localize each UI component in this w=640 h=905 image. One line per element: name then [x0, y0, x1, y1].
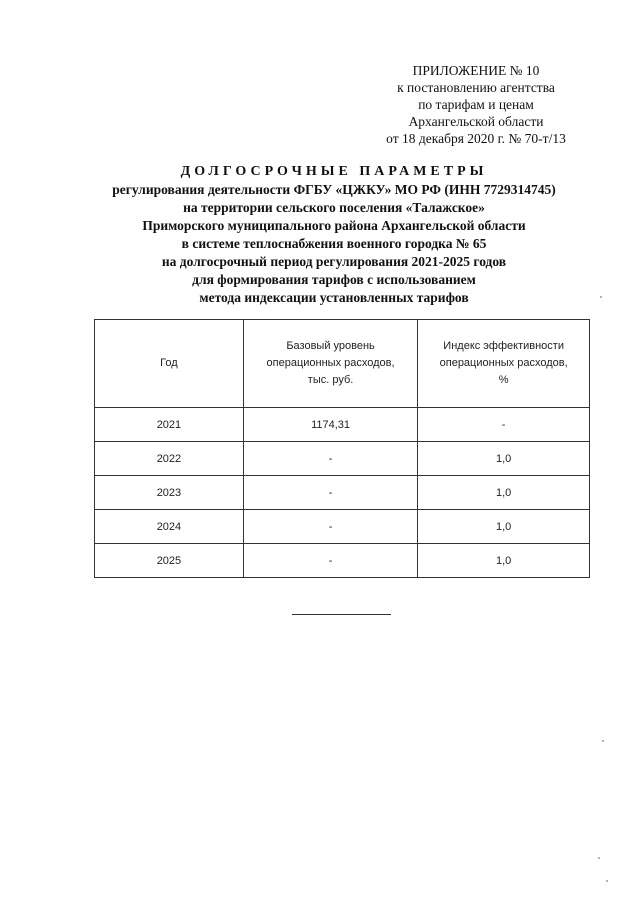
- title-line: Приморского муниципального района Архангельской области: [142, 218, 526, 233]
- cell-index: 1,0: [418, 510, 590, 544]
- header-year: Год: [95, 320, 244, 408]
- main-title: ДОЛГОСРОЧНЫЕ ПАРАМЕТРЫ: [180, 164, 488, 179]
- cell-index: -: [418, 408, 590, 442]
- cell-year: 2023: [95, 476, 244, 510]
- closing-rule-line: [292, 614, 391, 615]
- cell-base: 1174,31: [243, 408, 417, 442]
- header-index-line: Индекс эффективности: [443, 340, 564, 352]
- title-line: на территории сельского поселения «Талажское»: [183, 200, 485, 215]
- header-base-line: тыс. руб.: [307, 374, 354, 386]
- title-line: в системе теплоснабжения военного городка № 65: [181, 236, 487, 251]
- cell-base: -: [243, 510, 417, 544]
- scan-speck: [600, 296, 602, 298]
- appendix-line: к постановлению агентства: [397, 80, 555, 95]
- header-efficiency-index: [418, 320, 590, 408]
- scan-speck: [606, 880, 608, 882]
- table-row: [95, 476, 590, 510]
- appendix-line: по тарифам и ценам: [418, 97, 534, 112]
- cell-index: 1,0: [418, 442, 590, 476]
- document-title: [70, 163, 598, 307]
- title-line: на долгосрочный период регулирования 2021-2025 годов: [161, 254, 507, 269]
- appendix-header: [360, 62, 592, 147]
- appendix-number: ПРИЛОЖЕНИЕ № 10: [412, 63, 540, 78]
- cell-year: 2024: [95, 510, 244, 544]
- cell-year: 2021: [95, 408, 244, 442]
- cell-index: 1,0: [418, 544, 590, 578]
- scan-speck: [602, 740, 604, 742]
- appendix-line: Архангельской области: [408, 114, 544, 129]
- table-header-row: [95, 320, 590, 408]
- cell-index: 1,0: [418, 476, 590, 510]
- title-line: для формирования тарифов с использованием: [192, 272, 476, 287]
- title-line: метода индексации установленных тарифов: [199, 290, 469, 305]
- header-base-line: Базовый уровень: [286, 340, 375, 352]
- header-index-line: %: [498, 374, 509, 386]
- table-row: [95, 544, 590, 578]
- scan-speck: [598, 857, 600, 859]
- header-base-line: операционных расходов,: [266, 357, 395, 369]
- table-row: [95, 510, 590, 544]
- appendix-date: от 18 декабря 2020 г. № 70-т/13: [386, 131, 566, 146]
- cell-year: 2025: [95, 544, 244, 578]
- header-index-line: операционных расходов,: [439, 357, 568, 369]
- cell-base: -: [243, 476, 417, 510]
- parameters-table: [94, 319, 590, 578]
- header-base-level: [243, 320, 417, 408]
- table-row: [95, 408, 590, 442]
- cell-base: -: [243, 442, 417, 476]
- cell-base: -: [243, 544, 417, 578]
- cell-year: 2022: [95, 442, 244, 476]
- table-row: [95, 442, 590, 476]
- title-line: регулирования деятельности ФГБУ «ЦЖКУ» МО РФ (ИНН 7729314745): [112, 182, 556, 197]
